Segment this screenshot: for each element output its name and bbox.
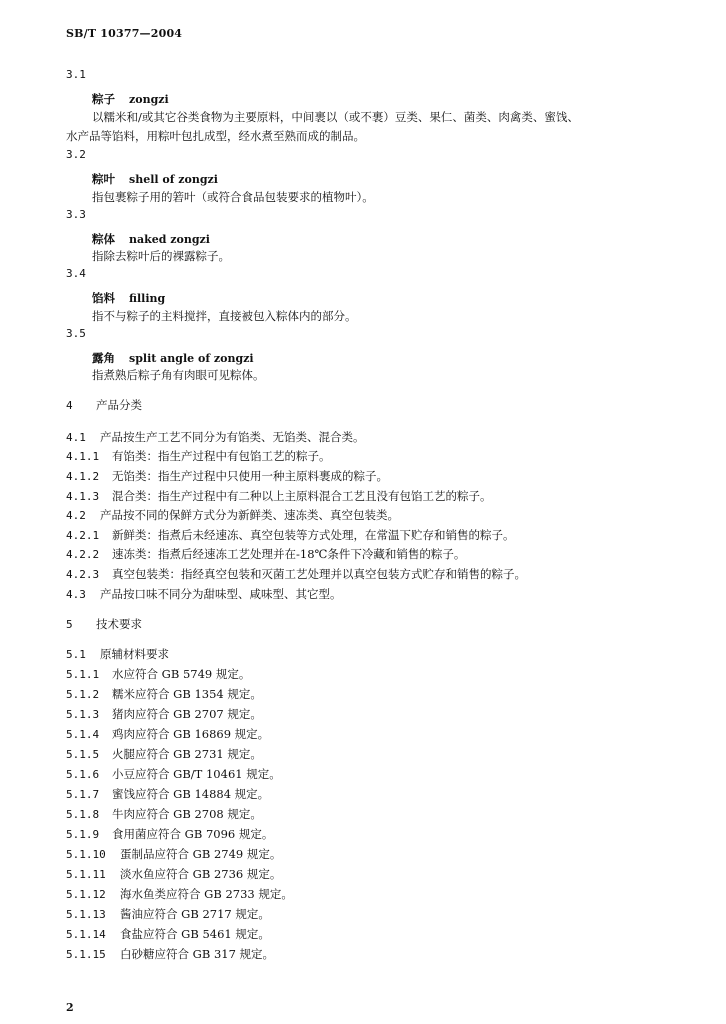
clause bbox=[66, 448, 331, 464]
section-title: 技术要求 bbox=[96, 617, 142, 631]
clause bbox=[66, 586, 342, 602]
clause bbox=[66, 746, 262, 762]
clause-text: 新鲜类：指煮后未经速冻、真空包装等方式处理，在常温下贮存和销售的粽子。 bbox=[112, 528, 515, 542]
term-cn: 粽子 bbox=[92, 92, 115, 106]
clause-number: 4.2.2 bbox=[66, 548, 100, 561]
clause bbox=[66, 886, 293, 902]
term-heading bbox=[92, 168, 218, 187]
term-definition: 指包裹粽子用的箬叶（或符合食品包装要求的植物叶）。 bbox=[92, 190, 374, 204]
clause bbox=[66, 686, 262, 702]
clause-text: 产品按不同的保鲜方式分为新鲜类、速冻类、真空包装类。 bbox=[100, 508, 399, 522]
clause bbox=[66, 846, 281, 862]
clause-number: 5.1.13 bbox=[66, 908, 106, 921]
term-en: zongzi bbox=[129, 93, 169, 106]
clause bbox=[66, 488, 492, 504]
clause-text: 酱油应符合 GB 2717 规定。 bbox=[120, 907, 270, 921]
clause-text: 真空包装类：指经真空包装和灭菌工艺处理并以真空包装方式贮存和销售的粽子。 bbox=[112, 567, 526, 581]
clause-number: 5.1.12 bbox=[66, 888, 106, 901]
clause-text: 混合类：指生产过程中有二种以上主原料混合工艺且没有包馅工艺的粽子。 bbox=[112, 489, 492, 503]
clause bbox=[66, 806, 262, 822]
clause-number: 5.1.4 bbox=[66, 728, 100, 741]
subsection-number: 5.1 bbox=[66, 648, 86, 661]
clause-number: 5.1.7 bbox=[66, 788, 100, 801]
term-heading bbox=[92, 228, 210, 247]
term-heading bbox=[92, 347, 254, 366]
clause-text: 有馅类：指生产过程中有包馅工艺的粽子。 bbox=[112, 449, 331, 463]
clause-number: 5.1.15 bbox=[66, 948, 106, 961]
clause-number: 5.1.14 bbox=[66, 928, 106, 941]
clause-number: 4.1.2 bbox=[66, 470, 100, 483]
clause bbox=[66, 507, 399, 523]
clause-text: 蜜饯应符合 GB 14884 规定。 bbox=[112, 787, 270, 801]
term-definition: 指不与粽子的主料搅拌，直接被包入粽体内的部分。 bbox=[92, 309, 357, 323]
clause-text: 水应符合 GB 5749 规定。 bbox=[112, 667, 251, 681]
clause-text: 火腿应符合 GB 2731 规定。 bbox=[112, 747, 262, 761]
term-en: naked zongzi bbox=[129, 233, 210, 246]
clause-text: 海水鱼类应符合 GB 2733 规定。 bbox=[120, 887, 293, 901]
clause-text: 食盐应符合 GB 5461 规定。 bbox=[120, 927, 270, 941]
term-en: split angle of zongzi bbox=[129, 352, 254, 365]
term-number: 3.1 bbox=[66, 68, 86, 81]
clause bbox=[66, 546, 465, 562]
clause bbox=[66, 527, 515, 543]
clause bbox=[66, 726, 269, 742]
term-definition: 水产品等馅料，用粽叶包扎成型，经水煮至熟而成的制品。 bbox=[66, 129, 365, 143]
clause-text: 速冻类：指煮后经速冻工艺处理并在-18℃条件下冷藏和销售的粽子。 bbox=[112, 547, 466, 561]
term-cn: 粽体 bbox=[92, 232, 115, 246]
clause-text: 糯米应符合 GB 1354 规定。 bbox=[112, 687, 262, 701]
page-number: 2 bbox=[66, 1001, 74, 1014]
term-heading bbox=[92, 287, 165, 306]
section-number: 5 bbox=[66, 618, 73, 631]
clause-text: 淡水鱼应符合 GB 2736 规定。 bbox=[120, 867, 282, 881]
clause-text: 鸡肉应符合 GB 16869 规定。 bbox=[112, 727, 270, 741]
clause-number: 5.1.3 bbox=[66, 708, 100, 721]
clause bbox=[66, 706, 262, 722]
term-number: 3.4 bbox=[66, 267, 86, 280]
section-heading bbox=[66, 397, 142, 413]
clause-number: 4.1 bbox=[66, 431, 86, 444]
clause-text: 蛋制品应符合 GB 2749 规定。 bbox=[120, 847, 282, 861]
clause-text: 白砂糖应符合 GB 317 规定。 bbox=[120, 947, 275, 961]
subsection-title: 原辅材料要求 bbox=[100, 647, 169, 661]
clause-number: 4.3 bbox=[66, 588, 86, 601]
clause-text: 食用菌应符合 GB 7096 规定。 bbox=[112, 827, 274, 841]
clause bbox=[66, 429, 365, 445]
clause-number: 5.1.1 bbox=[66, 668, 100, 681]
term-definition: 指煮熟后粽子角有肉眼可见粽体。 bbox=[92, 368, 265, 382]
clause-number: 4.1.1 bbox=[66, 450, 100, 463]
clause bbox=[66, 566, 526, 582]
clause-number: 5.1.6 bbox=[66, 768, 100, 781]
term-cn: 露角 bbox=[92, 351, 115, 365]
clause bbox=[66, 666, 250, 682]
clause bbox=[66, 866, 281, 882]
term-cn: 馅料 bbox=[92, 291, 115, 305]
clause-number: 4.2 bbox=[66, 509, 86, 522]
section-number: 4 bbox=[66, 399, 73, 412]
term-number: 3.3 bbox=[66, 208, 86, 221]
term-definition: 以糯米和/或其它谷类食物为主要原料，中间裹以（或不裹）豆类、果仁、菌类、肉禽类、蜜饯、 bbox=[92, 110, 579, 124]
clause bbox=[66, 468, 388, 484]
clause bbox=[66, 766, 281, 782]
term-number: 3.2 bbox=[66, 148, 86, 161]
subsection-heading bbox=[66, 646, 169, 662]
term-number: 3.5 bbox=[66, 327, 86, 340]
term-en: filling bbox=[129, 292, 166, 305]
clause bbox=[66, 786, 269, 802]
clause-number: 5.1.2 bbox=[66, 688, 100, 701]
clause-text: 产品按口味不同分为甜味型、咸味型、其它型。 bbox=[100, 587, 342, 601]
clause-number: 5.1.11 bbox=[66, 868, 106, 881]
clause-text: 无馅类：指生产过程中只使用一种主原料裹成的粽子。 bbox=[112, 469, 388, 483]
term-en: shell of zongzi bbox=[129, 173, 218, 186]
term-heading bbox=[92, 88, 169, 107]
clause-number: 5.1.5 bbox=[66, 748, 100, 761]
clause bbox=[66, 906, 270, 922]
clause-number: 4.1.3 bbox=[66, 490, 100, 503]
clause-number: 4.2.1 bbox=[66, 529, 100, 542]
clause bbox=[66, 926, 270, 942]
clause-number: 5.1.8 bbox=[66, 808, 100, 821]
clause-text: 产品按生产工艺不同分为有馅类、无馅类、混合类。 bbox=[100, 430, 365, 444]
clause bbox=[66, 826, 273, 842]
clause-text: 牛肉应符合 GB 2708 规定。 bbox=[112, 807, 262, 821]
clause bbox=[66, 946, 274, 962]
clause-text: 猪肉应符合 GB 2707 规定。 bbox=[112, 707, 262, 721]
section-heading bbox=[66, 616, 142, 632]
clause-number: 5.1.10 bbox=[66, 848, 106, 861]
clause-text: 小豆应符合 GB/T 10461 规定。 bbox=[112, 767, 281, 781]
clause-number: 5.1.9 bbox=[66, 828, 100, 841]
clause-number: 4.2.3 bbox=[66, 568, 100, 581]
section-title: 产品分类 bbox=[96, 398, 142, 412]
term-cn: 粽叶 bbox=[92, 172, 115, 186]
term-definition: 指除去粽叶后的裸露粽子。 bbox=[92, 249, 230, 263]
standard-header: SB/T 10377—2004 bbox=[66, 27, 183, 40]
